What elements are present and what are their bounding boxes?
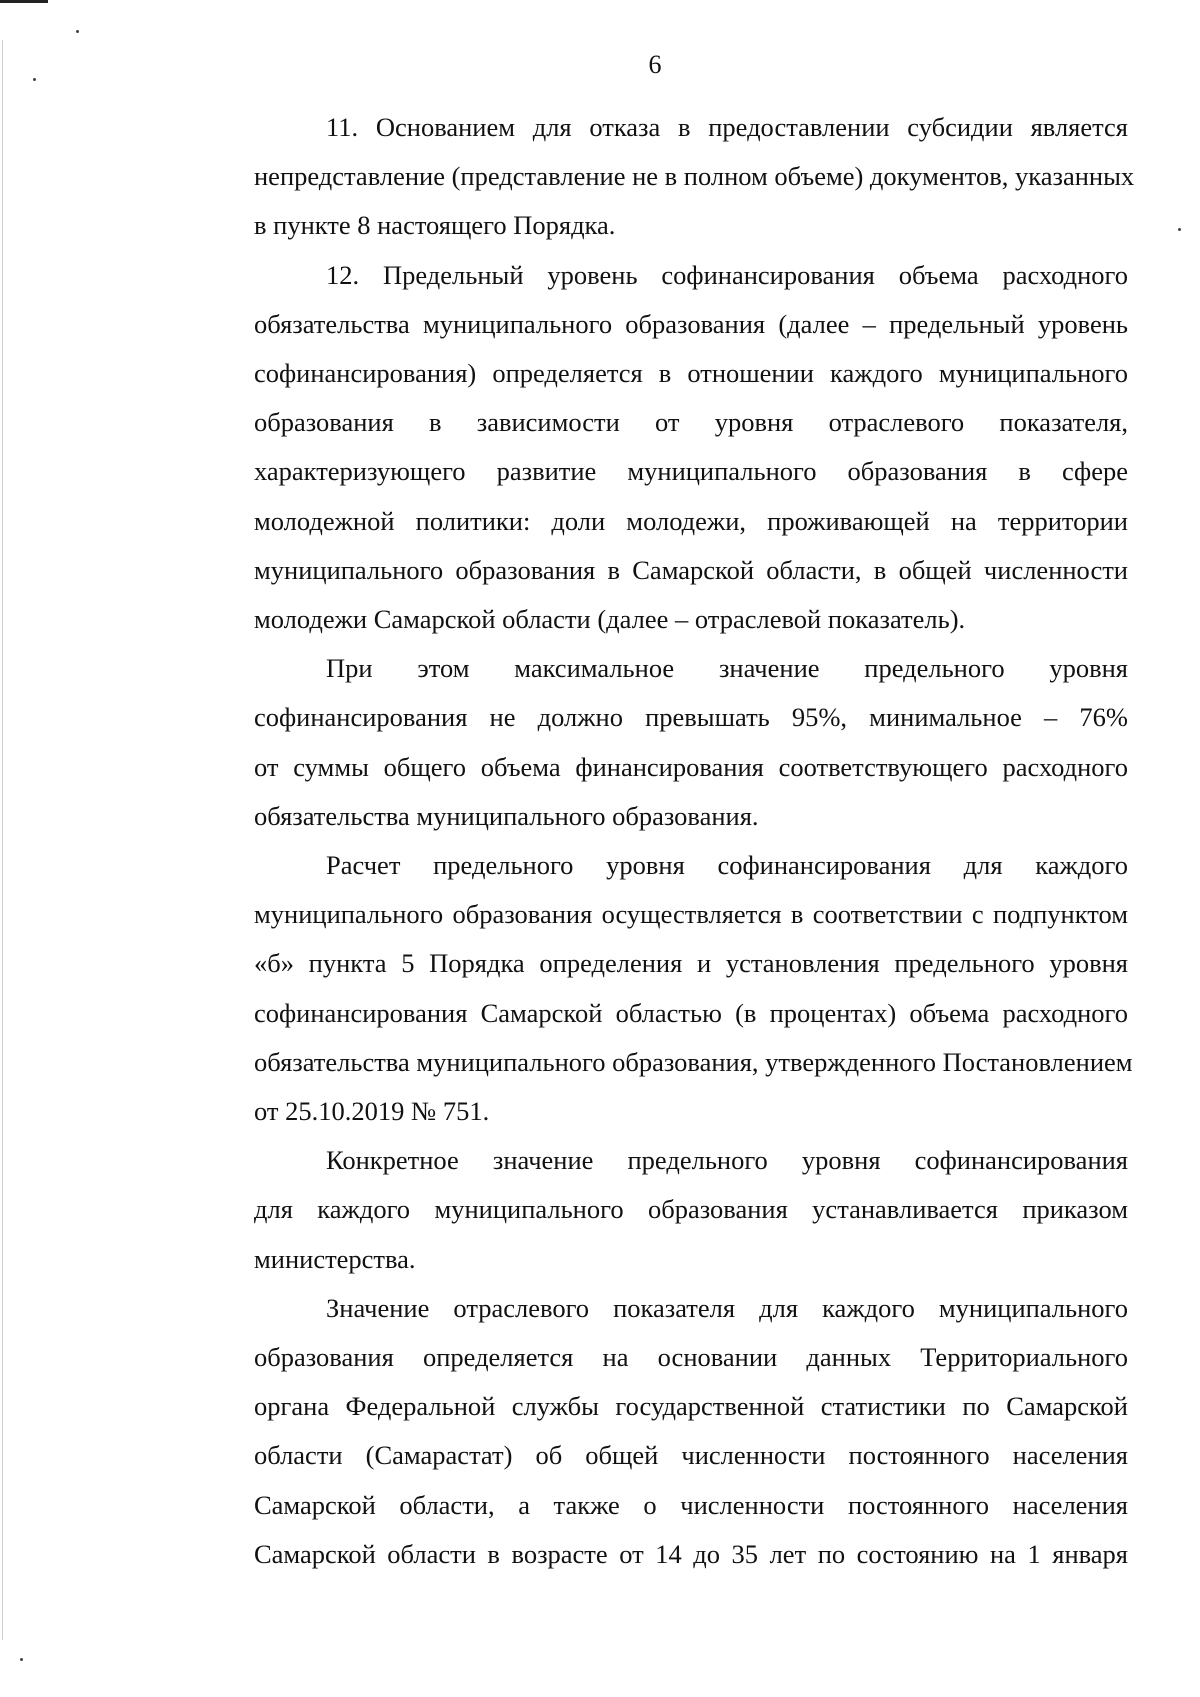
text-line: органа Федеральной службы государственной статистики по Самарской (254, 1391, 1128, 1422)
text-line: образования в зависимости от уровня отраслевого показателя, (254, 407, 1128, 438)
page-number: 6 (648, 50, 662, 79)
paragraph-sector-indicator (182, 1284, 1128, 1579)
paragraph-max-level (182, 644, 1128, 841)
scan-speck (76, 30, 79, 33)
text-line: от 25.10.2019 № 751. (254, 1096, 490, 1127)
text-line: в пункте 8 настоящего Порядка. (254, 210, 616, 241)
text-line: Конкретное значение предельного уровня софинансирования (326, 1145, 1128, 1176)
paragraph-12 (182, 251, 1128, 645)
text-line: муниципального образования в Самарской области, в общей численности (254, 554, 1128, 585)
text-line: Значение отраслевого показателя для каждого муниципального (326, 1292, 1128, 1323)
text-line: образования определяется на основании данных Территориального (254, 1342, 1128, 1373)
text-line: Расчет предельного уровня софинансирования для каждого (326, 850, 1128, 881)
text-line: молодежи Самарской области (далее – отраслевой показатель). (254, 604, 966, 635)
text-line: софинансирования) определяется в отношении каждого муниципального (254, 358, 1128, 389)
scan-speck (1178, 228, 1181, 231)
text-line: Самарской области в возрасте от 14 до 35 лет по состоянию на 1 января (254, 1538, 1128, 1569)
scan-edge-line (2, 40, 3, 1640)
text-line: для каждого муниципального образования устанавливается приказом (254, 1194, 1128, 1225)
text-line: министерства. (254, 1243, 416, 1274)
paragraph-calculation (182, 841, 1133, 1136)
text-line: от суммы общего объема финансирования соответствующего расходного (254, 751, 1128, 782)
text-line: 11. Основанием для отказа в предоставлении субсидии является (326, 112, 1128, 142)
text-line: обязательства муниципального образования (далее – предельный уровень (254, 308, 1128, 339)
text-line: обязательства муниципального образования, утвержденного Постановлением (254, 1046, 1133, 1077)
text-line: муниципального образования осуществляется в соответствии с подпунктом (254, 899, 1128, 930)
scan-speck (20, 1658, 23, 1661)
text-line: характеризующего развитие муниципального образования в сфере (254, 456, 1128, 487)
text-line: обязательства муниципального образования. (254, 800, 759, 831)
paragraph-specific-value (182, 1136, 1128, 1284)
text-line: молодежной политики: доли молодежи, проживающей на территории (254, 505, 1128, 536)
text-line: 12. Предельный уровень софинансирования объема расходного (326, 259, 1128, 290)
text-line: Самарской области, а также о численности постоянного населения (254, 1489, 1128, 1520)
text-line: непредставление (представление не в полном объеме) документов, указанных (254, 161, 1135, 192)
scan-edge-mark (0, 0, 48, 3)
document-body (182, 103, 1135, 1579)
text-line: области (Самарастат) об общей численности постоянного населения (254, 1440, 1128, 1471)
text-line: софинансирования Самарской областью (в процентах) объема расходного (254, 997, 1128, 1028)
text-line: «б» пункта 5 Порядка определения и установления предельного уровня (254, 948, 1128, 979)
text-line: софинансирования не должно превышать 95%, минимальное – 76% (254, 702, 1128, 733)
paragraph-11 (182, 103, 1135, 251)
text-line: При этом максимальное значение предельного уровня (326, 653, 1128, 684)
